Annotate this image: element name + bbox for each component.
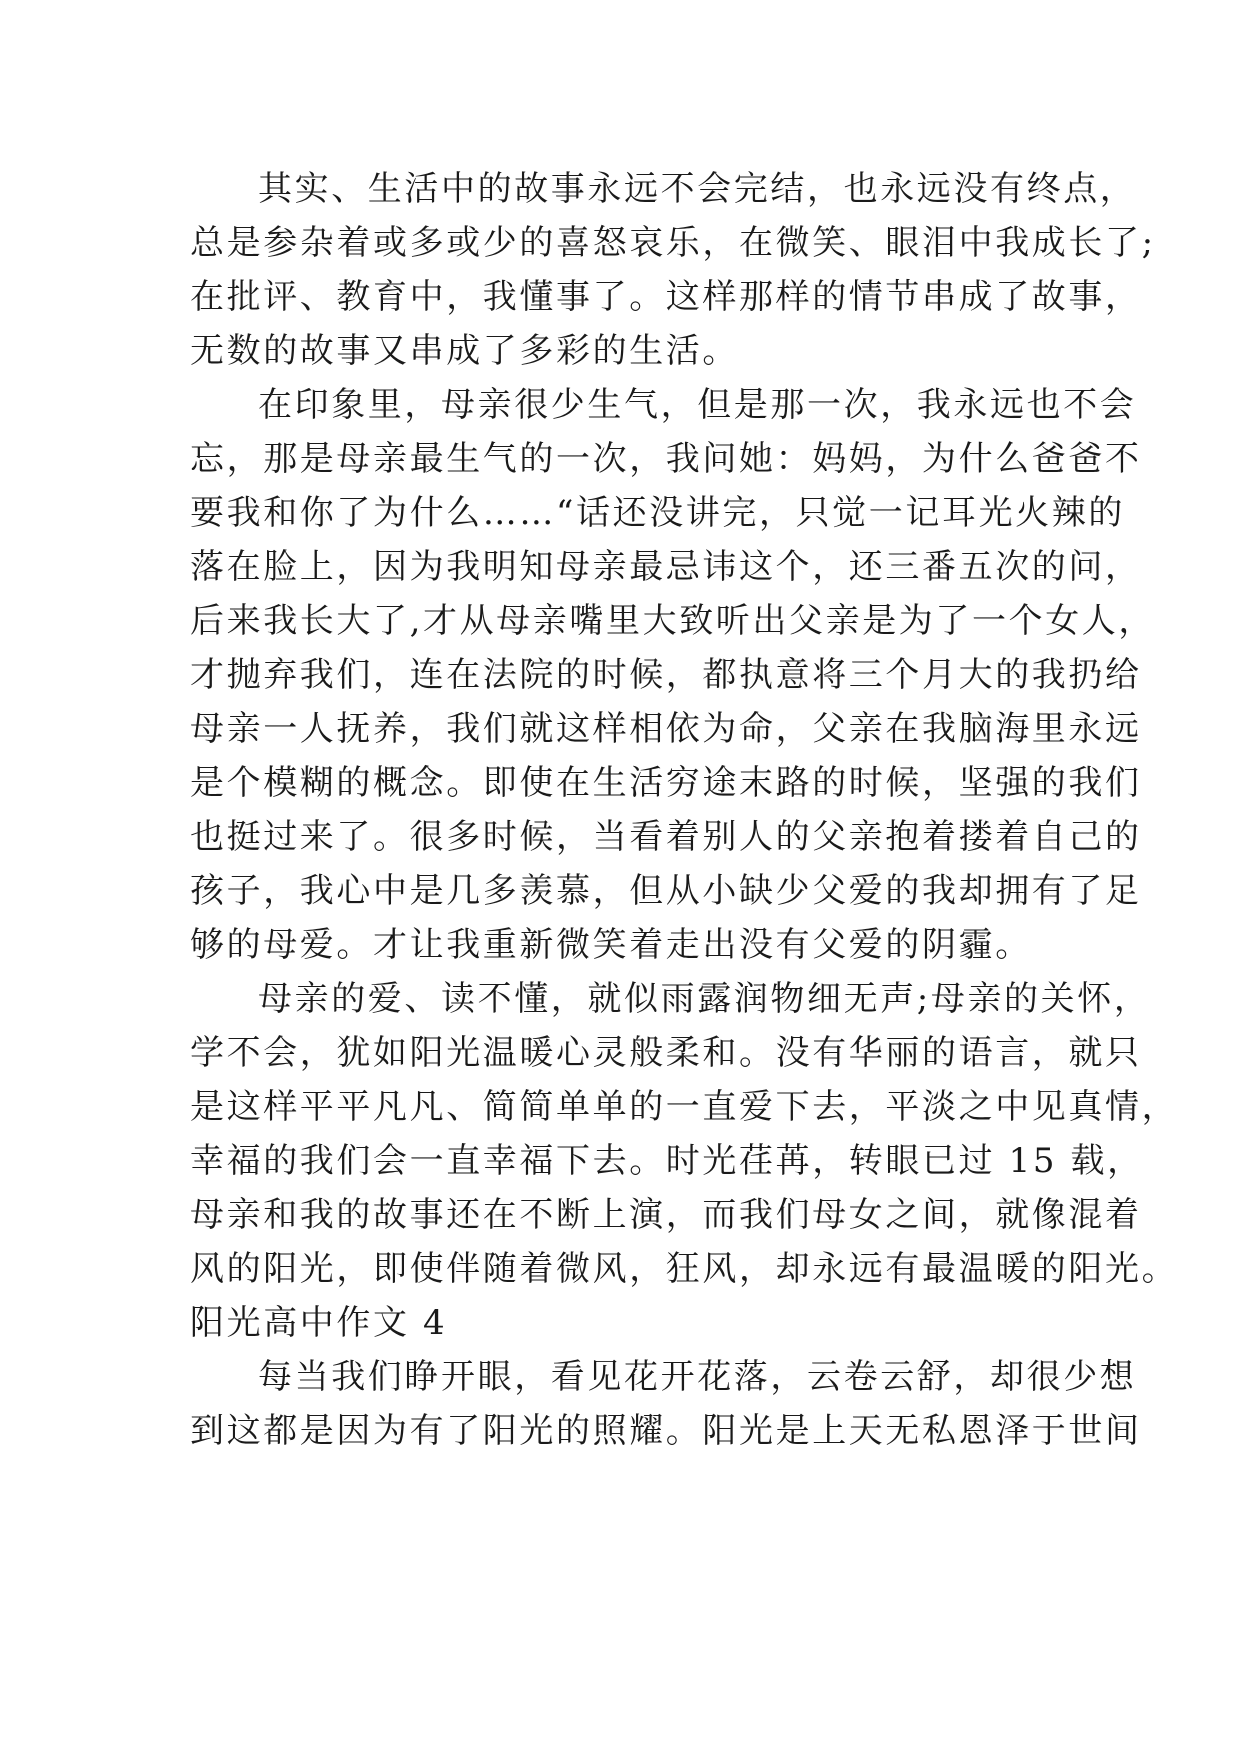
text-line: 母亲一人抚养，我们就这样相依为命，父亲在我脑海里永远 [190, 709, 1142, 749]
text-line: 是这样平平凡凡、简简单单的一直爱下去，平淡之中见真情， [190, 1087, 1179, 1127]
section-title [190, 1296, 1080, 1350]
paragraph-3 [190, 972, 1179, 1296]
text-line: 是个模糊的概念。即使在生活穷途末路的时候，坚强的我们 [190, 763, 1142, 803]
text-line: 无数的故事又串成了多彩的生活。 [190, 331, 739, 371]
text-line: 在印象里，母亲很少生气，但是那一次，我永远也不会 [258, 385, 1137, 425]
text-line: 够的母爱。才让我重新微笑着走出没有父爱的阴霾。 [190, 925, 1032, 965]
text-line: 落在脸上，因为我明知母亲最忌讳这个，还三番五次的问， [190, 547, 1142, 587]
text-line: 幸福的我们会一直幸福下去。时光荏苒，转眼已过 15 载， [190, 1141, 1144, 1181]
text-line: 每当我们睁开眼，看见花开花落，云卷云舒，却很少想 [258, 1357, 1137, 1397]
document-body [190, 162, 1179, 1458]
text-line: 母亲的爱、读不懂，就似雨露润物细无声;母亲的关怀， [258, 979, 1151, 1019]
text-line: 忘，那是母亲最生气的一次，我问她：妈妈，为什么爸爸不 [190, 439, 1142, 479]
section-title-text: 阳光高中作文 4 [190, 1303, 448, 1343]
paragraph-4 [190, 1350, 1142, 1458]
text-line: 风的阳光，即使伴随着微风，狂风，却永远有最温暖的阳光。 [190, 1249, 1179, 1289]
text-line: 总是参杂着或多或少的喜怒哀乐，在微笑、眼泪中我成长了; [190, 223, 1156, 263]
text-line: 才抛弃我们，连在法院的时候，都执意将三个月大的我扔给 [190, 655, 1142, 695]
text-line: 学不会，犹如阳光温暖心灵般柔和。没有华丽的语言，就只 [190, 1033, 1142, 1073]
text-line: 母亲和我的故事还在不断上演，而我们母女之间，就像混着 [190, 1195, 1142, 1235]
text-line: 要我和你了为什么……“话还没讲完，只觉一记耳光火辣的 [190, 493, 1125, 533]
paragraph-1 [190, 162, 1156, 378]
text-line: 其实、生活中的故事永远不会完结，也永远没有终点， [258, 169, 1137, 209]
paragraph-2 [190, 378, 1156, 972]
text-line: 后来我长大了,才从母亲嘴里大致听出父亲是为了一个女人， [190, 601, 1156, 641]
text-line: 孩子，我心中是几多羡慕，但从小缺少父爱的我却拥有了足 [190, 871, 1142, 911]
text-line: 在批评、教育中，我懂事了。这样那样的情节串成了故事， [190, 277, 1142, 317]
text-line: 到这都是因为有了阳光的照耀。阳光是上天无私恩泽于世间 [190, 1411, 1142, 1451]
text-line: 也挺过来了。很多时候，当看着别人的父亲抱着搂着自己的 [190, 817, 1142, 857]
